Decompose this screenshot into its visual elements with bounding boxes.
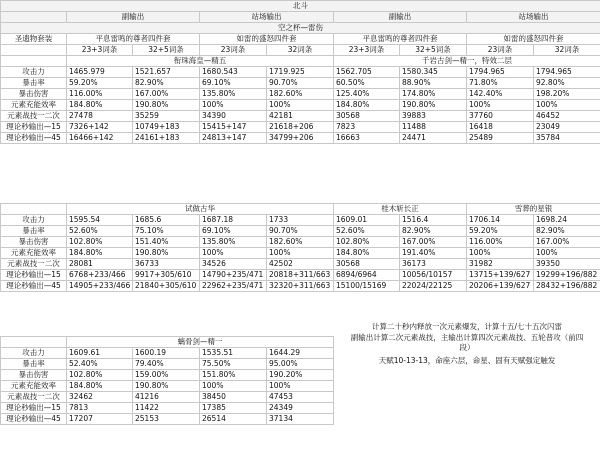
table-cell: 151.80% [200,370,267,381]
table-cell: 71.80% [467,78,534,89]
table-cell: 69.10% [200,226,267,237]
table-cell: 1644.29 [267,348,334,359]
table-cell: 1516.4 [400,215,467,226]
table-cell: 100% [267,381,334,392]
table-cell: 100% [534,248,600,259]
table-cell: 34390 [200,111,267,122]
table-row [1,89,600,100]
table-cell: 184.80% [67,381,133,392]
block1-rows [1,67,600,144]
table-cell: 82.90% [534,226,600,237]
table-cell: 24813+147 [200,133,267,144]
table-cell: 9917+305/610 [133,270,200,281]
table-cell: 102.80% [67,237,133,248]
table-cell: 36173 [400,259,467,270]
table-cell: 159.00% [133,370,200,381]
table-cell: 14905+233/466 [67,281,133,292]
weapon-header: 螭骨剑—精一 [67,337,334,348]
substat-count: 23词条 [467,45,534,56]
row-label: 攻击力 [1,215,67,226]
table-row [1,281,600,292]
table-cell: 90.70% [267,226,334,237]
table-cell: 182.60% [267,237,334,248]
row-label: 理论秒输出—45 [1,281,67,292]
table-cell: 184.80% [67,248,133,259]
table-cell: 184.80% [334,100,400,111]
table-cell: 1595.54 [67,215,133,226]
table-cell: 135.80% [200,237,267,248]
artifact-set: 平息雷鸣的尊者四件套 [334,34,467,45]
row-label: 暴击率 [1,78,67,89]
table-cell: 135.80% [200,89,267,100]
table-row [1,403,334,414]
table-row [1,392,334,403]
table-cell: 42502 [267,259,334,270]
table-cell: 100% [467,248,534,259]
table-row [1,414,334,425]
table-cell: 100% [200,248,267,259]
table-cell: 1794.965 [534,67,600,78]
table-cell: 15100/15169 [334,281,400,292]
table-row [1,370,334,381]
table-cell: 100% [200,100,267,111]
table-cell: 21618+206 [267,122,334,133]
role-header: 副输出 [67,12,200,23]
table-cell: 52.40% [67,359,133,370]
artifact-set: 如雷的盛怒四件套 [200,34,334,45]
table-cell: 24161+183 [133,133,200,144]
table-cell: 1521.657 [133,67,200,78]
weapon-header: 衔珠海皇—精五 [67,56,334,67]
table-cell: 198.20% [534,89,600,100]
table-cell: 1465.979 [67,67,133,78]
table-cell: 60.50% [334,78,400,89]
table-cell: 20206+139/627 [467,281,534,292]
row-label: 元素战技一二次 [1,392,67,403]
row-label: 暴击率 [1,359,67,370]
calculation-notes [336,322,598,366]
table-cell: 190.80% [133,100,200,111]
artifact-set: 平息雷鸣的尊者四件套 [67,34,200,45]
table-cell: 30568 [334,111,400,122]
table-cell: 174.80% [400,89,467,100]
row-label: 元素充能效率 [1,381,67,392]
table-cell: 92.80% [534,78,600,89]
role-header: 站场输出 [200,12,334,23]
row-label: 理论秒输出—45 [1,133,67,144]
table-cell: 16418 [467,122,534,133]
table-cell: 20818+311/663 [267,270,334,281]
table-cell: 10749+183 [133,122,200,133]
table-cell: 116.00% [467,237,534,248]
table-cell: 17207 [67,414,133,425]
table-cell: 37134 [267,414,334,425]
table-cell: 7813 [67,403,133,414]
table-cell: 1535.51 [200,348,267,359]
table-cell: 190.80% [133,248,200,259]
row-label: 暴击率 [1,226,67,237]
substat-count: 23+3词条 [67,45,133,56]
row-label: 理论秒输出—15 [1,270,67,281]
table-cell: 100% [467,100,534,111]
table-cell: 38450 [200,392,267,403]
table-cell: 1698.24 [534,215,600,226]
table-cell: 16663 [334,133,400,144]
stats-table-top [0,0,600,144]
row-label: 元素战技一二次 [1,111,67,122]
table-row [1,133,600,144]
weapon-header: 千岩古剑—精一，特效二层 [334,56,600,67]
table-row [1,226,600,237]
table-cell: 75.50% [200,359,267,370]
row-label: 元素充能效率 [1,100,67,111]
table-cell: 190.80% [133,381,200,392]
table-cell: 11422 [133,403,200,414]
table-cell: 125.40% [334,89,400,100]
table-cell: 7823 [334,122,400,133]
table-cell: 16466+142 [67,133,133,144]
table-cell: 23049 [534,122,600,133]
table-cell: 1562.705 [334,67,400,78]
table-cell: 1794.965 [467,67,534,78]
block3-rows [1,348,334,425]
table-cell: 100% [267,248,334,259]
substat-count: 32+5词条 [133,45,200,56]
row-label: 暴击伤害 [1,89,67,100]
weapon-header: 桂木斩长正 [334,204,467,215]
table-cell: 69.10% [200,78,267,89]
row-label: 暴击伤害 [1,237,67,248]
row-label: 元素战技一二次 [1,259,67,270]
row-label: 元素充能效率 [1,248,67,259]
table-cell: 17385 [200,403,267,414]
row-label: 理论秒输出—15 [1,122,67,133]
table-cell: 46452 [534,111,600,122]
table-cell: 167.00% [534,237,600,248]
table-cell: 22962+235/471 [200,281,267,292]
role-header: 站场输出 [467,12,600,23]
row-label: 暴击伤害 [1,370,67,381]
table-cell: 116.00% [67,89,133,100]
table-cell: 1733 [267,215,334,226]
row-label: 攻击力 [1,348,67,359]
table-cell: 14790+235/471 [200,270,267,281]
table-cell: 39350 [534,259,600,270]
role-header: 副输出 [334,12,467,23]
stats-table-middle [0,203,600,292]
table-cell: 35784 [534,133,600,144]
table-cell: 25153 [133,414,200,425]
table-row [1,111,600,122]
table-cell: 34526 [200,259,267,270]
table-cell: 25489 [467,133,534,144]
table-cell: 6894/6964 [334,270,400,281]
table-cell: 35259 [133,111,200,122]
table-cell: 15415+147 [200,122,267,133]
table-row [1,381,334,392]
table-cell: 22024/22125 [400,281,467,292]
table-cell: 34799+206 [267,133,334,144]
table-cell: 59.20% [67,78,133,89]
table-cell: 90.70% [267,78,334,89]
table-cell: 1609.01 [334,215,400,226]
table-cell: 167.00% [400,237,467,248]
table-cell: 32462 [67,392,133,403]
table-row [1,67,600,78]
table-cell: 42181 [267,111,334,122]
table-cell: 41216 [133,392,200,403]
table-row [1,270,600,281]
table-cell: 100% [200,381,267,392]
row-label: 理论秒输出—45 [1,414,67,425]
table-row [1,359,334,370]
block2-rows [1,215,600,292]
artifact-set-label: 圣遗物套装 [1,34,67,45]
table-cell: 1600.19 [133,348,200,359]
table-row [1,248,600,259]
note-line: 天赋10-13-13，命座六层，命星、固有天赋强定触发 [378,355,556,365]
table-cell: 32320+311/663 [267,281,334,292]
table-cell: 52.60% [334,226,400,237]
table-cell: 1687.18 [200,215,267,226]
table-cell: 1719.925 [267,67,334,78]
cup-header: 空之杯—雷伤 [1,23,600,34]
table-cell: 182.60% [267,89,334,100]
weapon-header: 雪葬的星银 [467,204,600,215]
row-label: 理论秒输出—15 [1,403,67,414]
table-cell: 88.90% [400,78,467,89]
table-cell: 142.40% [467,89,534,100]
substat-count: 32+5词条 [400,45,467,56]
table-cell: 1706.14 [467,215,534,226]
page-title: 北斗 [1,1,600,12]
table-cell: 79.40% [133,359,200,370]
table-cell: 100% [534,100,600,111]
note-line: 计算二十秒内释放一次元素爆发，计算十五/七十五次闪雷 [371,322,563,331]
table-cell: 6768+233/466 [67,270,133,281]
table-cell: 30568 [334,259,400,270]
table-cell: 28432+196/882 [534,281,600,292]
table-cell: 95.00% [267,359,334,370]
stats-table-bottom [0,336,334,425]
table-cell: 82.90% [400,226,467,237]
table-row [1,237,600,248]
table-cell: 184.80% [67,100,133,111]
table-cell: 102.80% [67,370,133,381]
table-cell: 27478 [67,111,133,122]
table-cell: 190.20% [267,370,334,381]
table-row [1,215,600,226]
table-cell: 24349 [267,403,334,414]
weapon-header: 试做古华 [67,204,334,215]
substat-count: 32词条 [267,45,334,56]
table-cell: 13715+139/627 [467,270,534,281]
table-cell: 21840+305/610 [133,281,200,292]
table-cell: 47453 [267,392,334,403]
table-cell: 39883 [400,111,467,122]
table-cell: 184.80% [334,248,400,259]
table-cell: 11488 [400,122,467,133]
table-cell: 1680.543 [200,67,267,78]
table-cell: 75.10% [133,226,200,237]
artifact-set: 如雷的盛怒四件套 [467,34,600,45]
substat-count: 23词条 [200,45,267,56]
table-cell: 190.80% [400,100,467,111]
table-cell: 100% [267,100,334,111]
substat-count: 23+3词条 [334,45,400,56]
table-cell: 102.80% [334,237,400,248]
table-cell: 31982 [467,259,534,270]
table-cell: 151.40% [133,237,200,248]
row-label: 攻击力 [1,67,67,78]
table-cell: 52.60% [67,226,133,237]
table-row [1,122,600,133]
table-row [1,78,600,89]
table-cell: 24471 [400,133,467,144]
table-cell: 36733 [133,259,200,270]
table-cell: 1685.6 [133,215,200,226]
table-cell: 191.40% [400,248,467,259]
table-cell: 59.20% [467,226,534,237]
table-cell: 10056/10157 [400,270,467,281]
table-cell: 37760 [467,111,534,122]
note-line: 副输出计算二次元素战技，主输出计算四次元素战技、五轮普攻（前四 [350,332,584,342]
table-cell: 19299+196/882 [534,270,600,281]
table-row [1,348,334,359]
table-row [1,100,600,111]
note-line: 段） [459,343,475,352]
table-cell: 1580.345 [400,67,467,78]
substat-count: 32词条 [534,45,600,56]
table-row [1,259,600,270]
table-cell: 167.00% [133,89,200,100]
table-cell: 7326+142 [67,122,133,133]
table-cell: 26514 [200,414,267,425]
table-cell: 82.90% [133,78,200,89]
table-cell: 1609.61 [67,348,133,359]
table-cell: 28081 [67,259,133,270]
